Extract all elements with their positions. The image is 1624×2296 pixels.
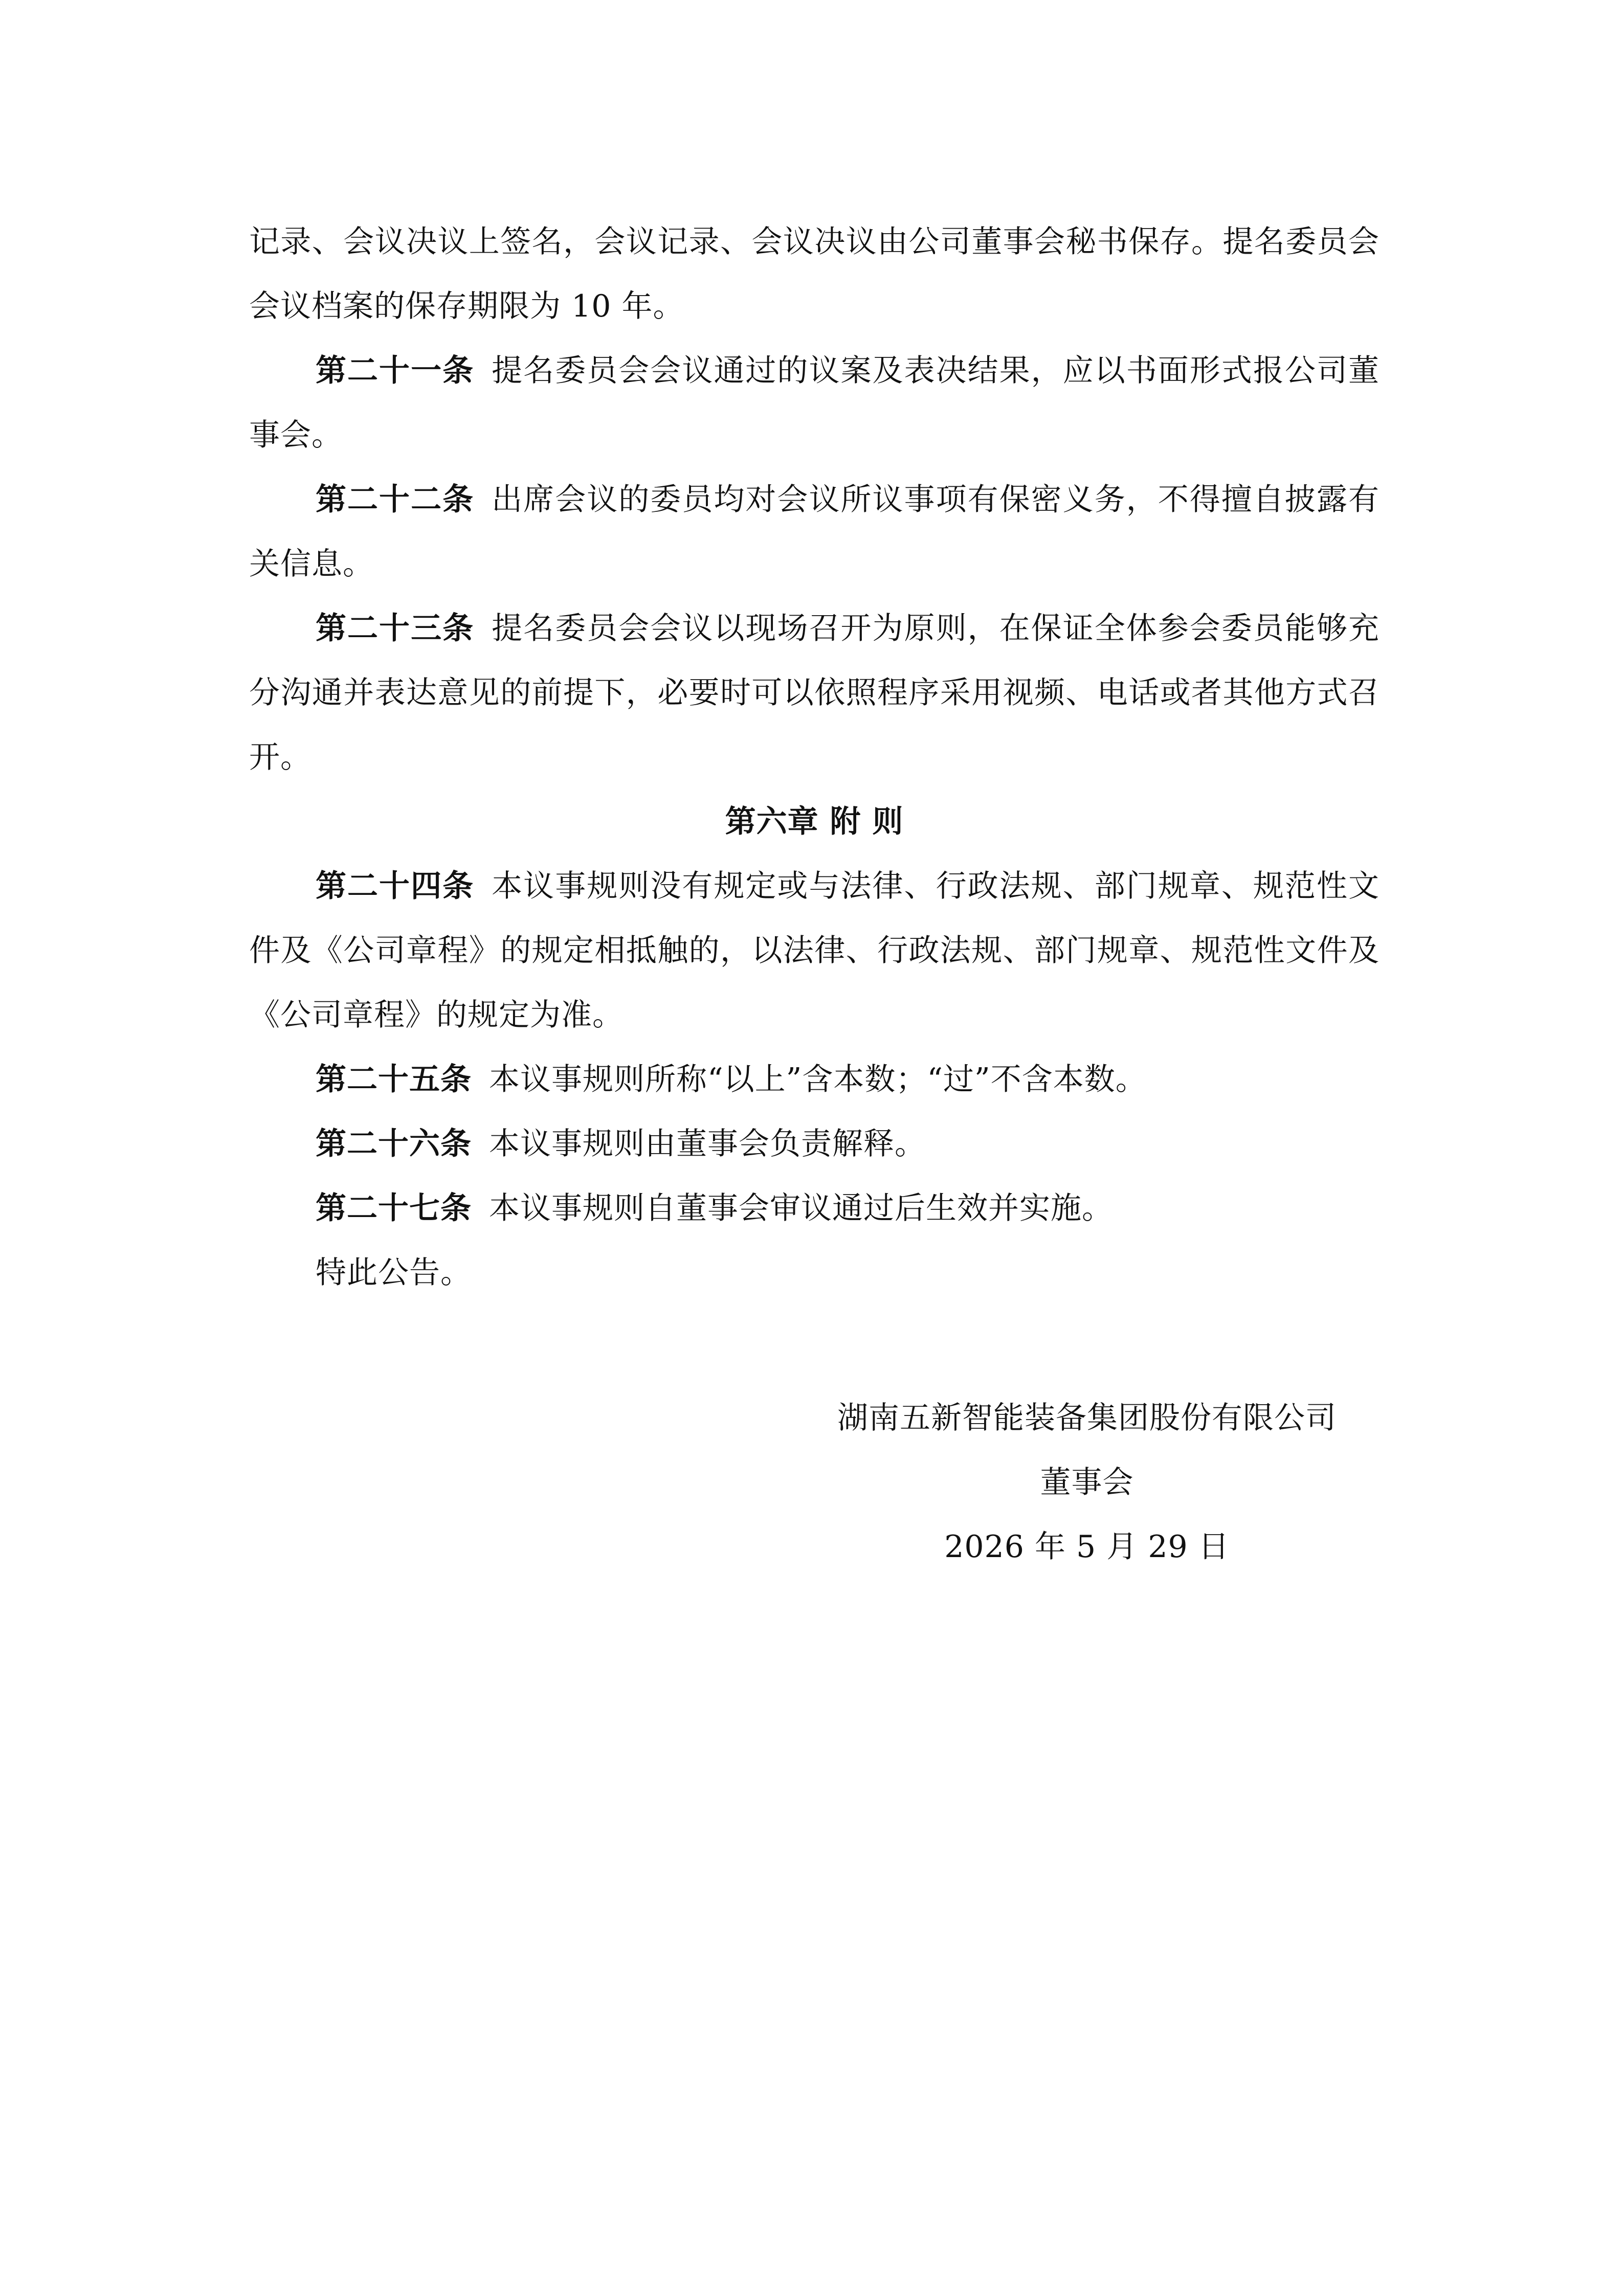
article-text: 本议事规则自董事会审议通过后生效并实施。 [489,1190,1113,1226]
article-23 [249,596,1380,790]
article-label: 第二十六条 [316,1126,472,1162]
article-label: 第二十一条 [316,353,475,389]
article-text: 本议事规则所称“以上”含本数；“过”不含本数。 [489,1062,1147,1097]
article-25 [249,1047,1380,1112]
article-label: 第二十二条 [316,482,475,517]
article-text: 本议事规则由董事会负责解释。 [489,1126,926,1162]
article-label: 第二十四条 [316,868,475,904]
paragraph-text: 记录、会议决议上签名，会议记录、会议决议由公司董事会秘书保存。提名委员会会议档案的保存期限为 10 年。 [249,224,1380,324]
board-name: 董事会 [1040,1465,1134,1500]
article-label: 第二十七条 [316,1190,472,1226]
paragraph-continuation [249,210,1380,339]
article-text: 本议事规则没有规定或与法律、行政法规、部门规章、规范性文件及《公司章程》的规定相抵触的，以法律、行政法规、部门规章、规范性文件及《公司章程》的规定为准。 [249,868,1380,1033]
article-27 [249,1176,1380,1241]
document-body [249,210,1380,1305]
article-26 [249,1112,1380,1176]
article-text: 提名委员会会议以现场召开为原则，在保证全体参会委员能够充分沟通并表达意见的前提下，必要时可以依照程序采用视频、电话或者其他方式召开。 [249,611,1380,775]
article-label: 第二十五条 [316,1062,472,1097]
article-label: 第二十三条 [316,611,475,646]
article-21 [249,339,1380,467]
company-name: 湖南五新智能装备集团股份有限公司 [837,1400,1337,1436]
article-text: 提名委员会会议通过的议案及表决结果，应以书面形式报公司董事会。 [249,353,1380,453]
article-text: 出席会议的委员均对会议所议事项有保密义务，不得擅自披露有关信息。 [249,482,1380,582]
chapter-heading: 第六章 附 则 [725,804,904,840]
article-22 [249,467,1380,596]
signature-block [793,1386,1381,1579]
signature-date: 2026 年 5 月 29 日 [944,1529,1230,1565]
closing-remark: 特此公告。 [316,1255,472,1291]
article-24 [249,854,1380,1047]
